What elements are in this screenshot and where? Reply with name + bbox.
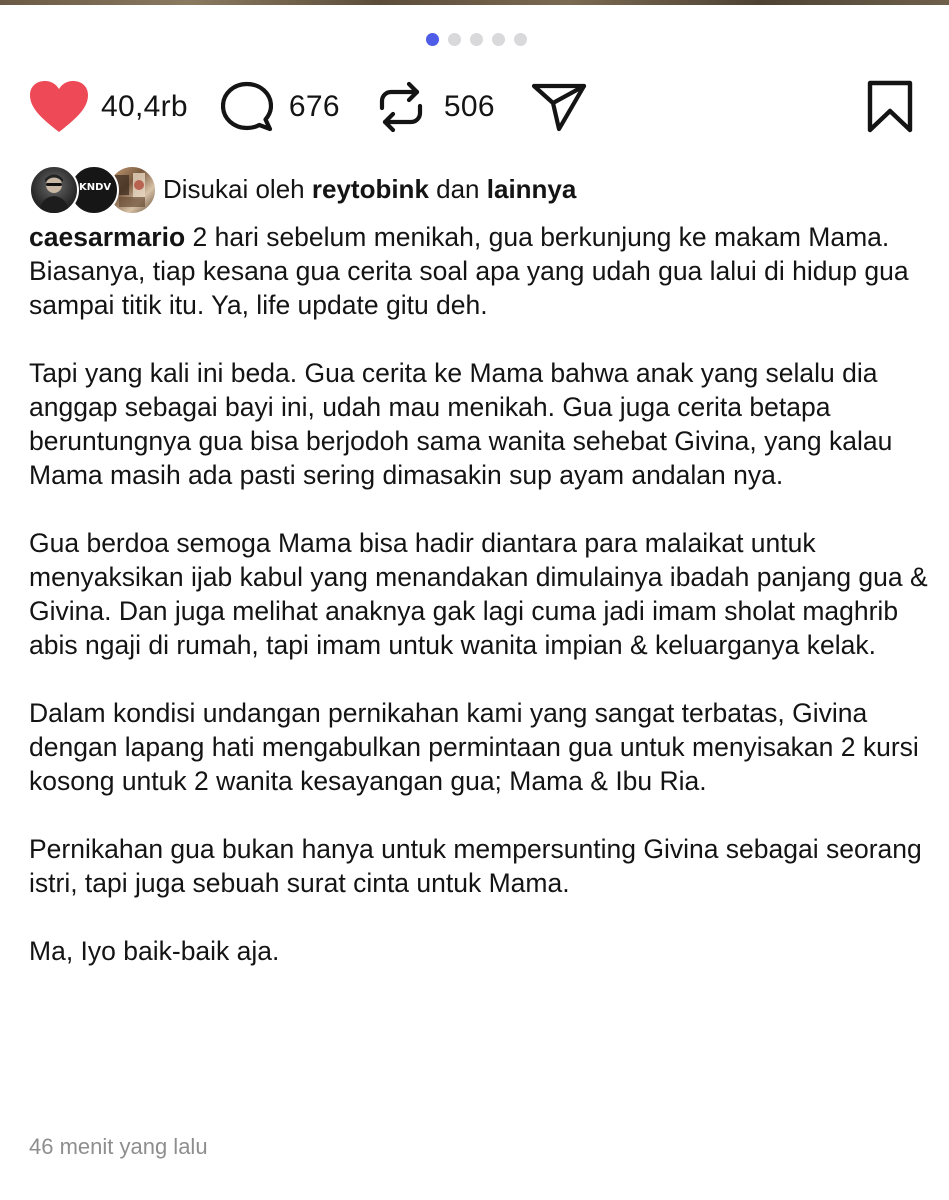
carousel-dot-4 bbox=[492, 33, 505, 46]
post-caption bbox=[29, 220, 929, 1002]
repost-button[interactable] bbox=[376, 81, 495, 133]
liked-by-connector: dan bbox=[436, 173, 480, 204]
carousel-indicator bbox=[0, 33, 949, 46]
caption-paragraph: Tapi yang kali ini beda. Gua cerita ke Mama bahwa anak yang selalu dia anggap sebagai bayi ini, udah mau menikah. Gua juga cerita betapa beruntungnya gua bisa berjodoh sama wanita sehebat Givina, yang kalau Mama masih ada pasti sering dimasakin sup ayam andalan nya. bbox=[29, 358, 893, 490]
comment-button[interactable] bbox=[221, 81, 340, 133]
bookmark-icon[interactable] bbox=[866, 80, 914, 134]
carousel-dot-1 bbox=[426, 33, 439, 46]
carousel-dot-3 bbox=[470, 33, 483, 46]
heart-icon bbox=[29, 80, 89, 134]
repost-count: 506 bbox=[443, 90, 495, 123]
avatar[interactable] bbox=[29, 165, 79, 215]
liked-by-row[interactable] bbox=[29, 162, 576, 216]
like-count: 40,4rb bbox=[101, 90, 188, 123]
caption-username[interactable]: caesarmario bbox=[29, 222, 186, 252]
post-timestamp: 46 menit yang lalu bbox=[29, 1134, 208, 1159]
caption-paragraph: Ma, Iyo baik-baik aja. bbox=[29, 936, 280, 966]
liked-by-user-link[interactable]: reytobink bbox=[311, 173, 429, 204]
share-icon bbox=[531, 81, 587, 133]
media-image-edge[interactable] bbox=[0, 0, 949, 5]
carousel-dot-2 bbox=[448, 33, 461, 46]
comment-icon bbox=[221, 81, 273, 133]
avatar-logo-text: KNDV bbox=[79, 182, 112, 193]
like-button[interactable] bbox=[29, 80, 188, 134]
liker-avatars[interactable] bbox=[29, 162, 153, 216]
repost-icon bbox=[376, 81, 426, 133]
liked-by-others-link[interactable]: lainnya bbox=[486, 173, 577, 204]
caption-paragraph: Pernikahan gua bukan hanya untuk mempersunting Givina sebagai seorang istri, tapi juga sebuah surat cinta untuk Mama. bbox=[29, 834, 922, 898]
liked-by-prefix: Disukai oleh bbox=[163, 173, 305, 204]
liked-by-text bbox=[163, 174, 576, 205]
action-bar bbox=[29, 78, 587, 136]
caption-paragraph: Gua berdoa semoga Mama bisa hadir diantara para malaikat untuk menyaksikan ijab kabul yang menandakan dimulainya ibadah panjang gua & Givina. Dan juga melihat anaknya gak lagi cuma jadi imam sholat maghrib abis ngaji di rumah, tapi imam untuk wanita impian & keluarganya kelak. bbox=[29, 528, 928, 660]
comment-count: 676 bbox=[288, 90, 340, 123]
share-button[interactable] bbox=[531, 81, 587, 133]
carousel-dot-5 bbox=[514, 33, 527, 46]
person-silhouette-icon bbox=[31, 167, 77, 213]
caption-text: 2 hari sebelum menikah, gua berkunjung ke makam Mama. Biasanya, tiap kesana gua cerita soal apa yang udah gua lalui di hidup gua sampai titik itu. Ya, life update gitu deh. bbox=[29, 222, 909, 320]
caption-paragraph: Dalam kondisi undangan pernikahan kami yang sangat terbatas, Givina dengan lapang hati mengabulkan permintaan gua untuk menyisakan 2 kursi kosong untuk 2 wanita kesayangan gua; Mama & Ibu Ria. bbox=[29, 698, 919, 796]
caption-paragraph bbox=[29, 220, 929, 322]
